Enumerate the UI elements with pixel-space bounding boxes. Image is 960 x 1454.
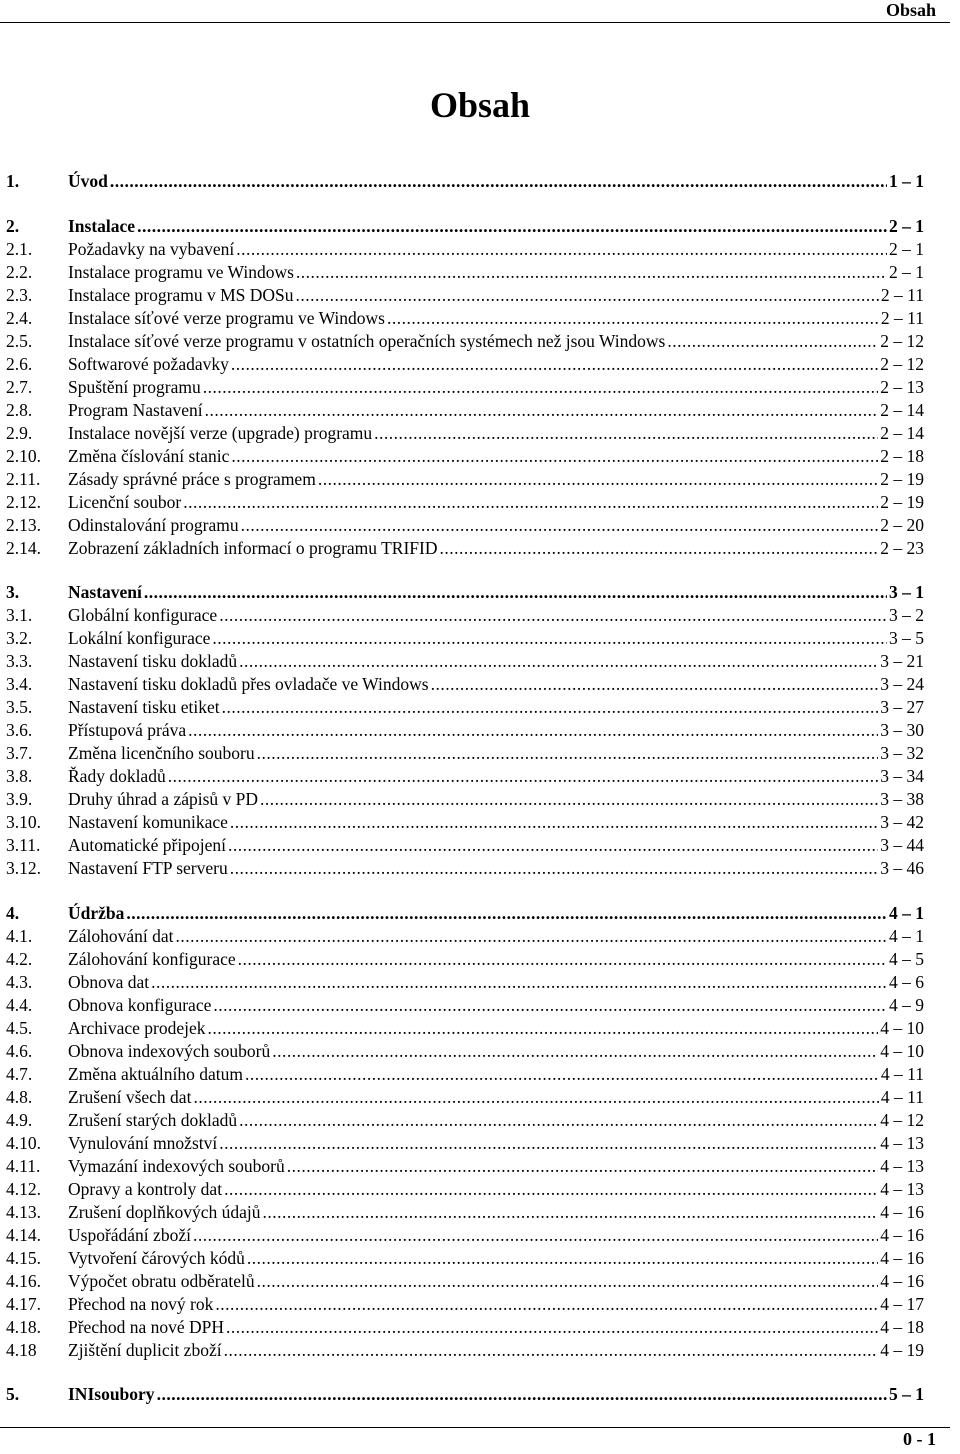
page-title: Obsah [429,85,531,125]
toc-entry-page: 4 – 13 [880,1132,924,1153]
toc-dot-leader [193,1224,878,1247]
toc-entry-number: 4.10. [6,1132,41,1153]
toc-entry-title: Odinstalování programu [68,514,239,535]
toc-dot-leader [193,1086,878,1109]
toc-entry-number: 2.4. [6,307,33,328]
toc-entry-page: 4 – 1 [889,925,924,946]
toc-entry-page: 3 – 24 [880,674,924,694]
toc-entry-row[interactable] [6,491,924,514]
toc-entry-number: 4.12. [6,1178,41,1199]
toc-dot-leader [272,1040,878,1063]
toc-entry-title: Instalace [68,215,136,236]
toc-entry-title: Nastavení tisku dokladů přes ovladače ve Windows [68,674,429,694]
toc-dot-leader [144,581,887,604]
toc-entry-row[interactable] [6,1063,924,1086]
toc-dot-leader [126,902,887,925]
toc-entry-title: Zrušení všech dat [68,1086,192,1107]
toc-entry-page: 4 – 13 [880,1178,924,1199]
toc-entry-page: 4 – 16 [880,1270,924,1291]
toc-dot-leader [239,1109,878,1132]
toc-entry-row[interactable] [6,1316,924,1339]
toc-entry-title: Řady dokladů [68,766,166,786]
toc-dot-leader [137,215,887,238]
toc-dot-leader [188,719,878,742]
toc-entry-title: Přechod na nový rok [68,1293,214,1314]
toc-entry-number: 2.1. [6,238,33,259]
toc-entry-title: Spuštění programu [68,376,201,397]
toc-chapter-row[interactable] [6,215,924,238]
toc-entry-page: 3 – 27 [880,697,924,717]
toc-entry-number: 4.8. [6,1086,33,1107]
toc-section [6,902,924,1362]
toc-entry-page: 4 – 6 [889,971,924,992]
toc-section [6,215,924,560]
toc-dot-leader [667,330,878,353]
toc-dot-leader [257,1270,879,1293]
toc-entry-row[interactable] [6,1224,924,1247]
toc-entry-title: Nastavení tisku dokladů [68,651,238,671]
toc-entry-number: 3.3. [6,651,33,671]
toc-entry-row[interactable] [6,719,924,742]
toc-entry-title: Lokální konfigurace [68,628,211,648]
toc-entry-number: 4.6. [6,1040,33,1061]
toc-entry-number: 4.5. [6,1017,33,1038]
toc-entry-title: Licenční soubor [68,491,182,512]
toc-entry-page: 2 – 11 [880,307,924,328]
toc-entry-row[interactable] [6,376,924,399]
toc-entry-title: INIsoubory [68,1384,155,1404]
toc-entry-number: 4.9. [6,1109,33,1130]
toc-entry-number: 2.5. [6,330,33,351]
toc-dot-leader [208,1017,879,1040]
toc-entry-title: Instalace síťové verze programu ve Windows [68,307,385,328]
toc-entry-page: 2 – 23 [880,537,924,558]
toc-entry-row[interactable] [6,925,924,948]
toc-entry-title: Druhy úhrad a zápisů v PD [68,789,259,809]
toc-entry-row[interactable] [6,650,924,673]
toc-dot-leader [245,1063,879,1086]
toc-entry-number: 1. [6,171,20,191]
toc-entry-number: 2.13. [6,514,41,535]
toc-entry-title: Nastavení tisku etiket [68,697,220,717]
toc-entry-row[interactable] [6,1040,924,1063]
toc-dot-leader [110,170,887,193]
toc-dot-leader [318,468,878,491]
toc-dot-leader [260,788,878,811]
toc-entry-page: 4 – 11 [880,1086,924,1107]
toc-dot-leader [241,514,879,537]
toc-entry-title: Zálohování konfigurace [68,948,236,969]
toc-dot-leader [231,353,878,376]
toc-entry-number: 3.6. [6,720,33,740]
toc-entry-number: 2.9. [6,422,33,443]
toc-entry-row[interactable] [6,994,924,1017]
toc-dot-leader [219,1132,878,1155]
toc-entry-page: 4 – 10 [880,1040,924,1061]
toc-entry-page: 4 – 1 [889,902,924,923]
toc-entry-page: 3 – 42 [880,812,924,832]
toc-entry-number: 4.13. [6,1201,41,1222]
toc-entry-number: 4.14. [6,1224,41,1245]
toc-entry-page: 3 – 30 [880,720,924,740]
toc-entry-row[interactable] [6,468,924,491]
toc-entry-title: Obnova konfigurace [68,994,212,1015]
toc-dot-leader [219,604,887,627]
toc-entry-title: Zásady správné práce s programem [68,468,316,489]
toc-entry-page: 3 – 32 [880,743,924,763]
toc-entry-page: 3 – 5 [889,628,924,648]
toc-dot-leader [431,673,879,696]
toc-entry-row[interactable] [6,1270,924,1293]
header-title: Obsah [885,0,936,20]
toc-entry-page: 4 – 16 [880,1201,924,1222]
toc-entry-number: 4.3. [6,971,33,992]
toc-dot-leader [247,1247,878,1270]
toc-entry-title: Vytvoření čárových kódů [68,1247,245,1268]
toc-entry-title: Softwarové požadavky [68,353,229,374]
toc-entry-page: 3 – 1 [889,582,924,602]
toc-dot-leader [183,491,878,514]
toc-entry-row[interactable] [6,422,924,445]
toc-entry-row[interactable] [6,514,924,537]
toc-entry-number: 3.9. [6,789,33,809]
toc-entry-row[interactable] [6,261,924,284]
toc-entry-number: 2.6. [6,353,33,374]
toc-entry-page: 4 – 9 [889,994,924,1015]
toc-entry-page: 4 – 17 [880,1293,924,1314]
toc-section [6,170,924,193]
toc-entry-page: 2 – 1 [889,215,924,236]
toc-entry-page: 4 – 16 [880,1224,924,1245]
toc-entry-title: Vymazání indexových souborů [68,1155,285,1176]
toc-dot-leader [262,1201,878,1224]
toc-dot-leader [213,994,887,1017]
toc-entry-row[interactable] [6,399,924,422]
toc-entry-title: Přechod na nové DPH [68,1316,225,1337]
toc-entry-row[interactable] [6,604,924,627]
toc-dot-leader [230,857,879,880]
toc-dot-leader [212,627,887,650]
toc-entry-page: 4 – 19 [880,1339,924,1360]
toc-entry-page: 3 – 34 [880,766,924,786]
toc-entry-row[interactable] [6,788,924,811]
toc-entry-page: 4 – 16 [880,1247,924,1268]
toc-entry-row[interactable] [6,857,924,880]
toc-entry-number: 2.2. [6,261,33,282]
toc-entry-title: Vynulování množství [68,1132,218,1153]
toc-entry-title: Uspořádání zboží [68,1224,191,1245]
toc-entry-number: 2.14. [6,537,41,558]
toc-entry-number: 2. [6,215,20,236]
toc-entry-title: Nastavení [68,582,142,602]
toc-entry-number: 4.7. [6,1063,33,1084]
toc-entry-title: Zobrazení základních informací o programu TRIFID [68,537,438,558]
toc-dot-leader [151,971,887,994]
toc-entry-number: 2.3. [6,284,33,305]
toc-entry-title: Přístupová práva [68,720,187,740]
toc-entry-page: 4 – 18 [880,1316,924,1337]
toc-entry-row[interactable] [6,673,924,696]
toc-entry-number: 4.15. [6,1247,41,1268]
toc-entry-number: 2.11. [6,468,41,489]
toc-entry-number: 2.12. [6,491,41,512]
toc-entry-number: 3.11. [6,835,41,855]
footer-page-number: 0 - 1 [903,1429,936,1449]
toc-entry-number: 4.11. [6,1155,41,1176]
toc-entry-title: Nastavení FTP serveru [68,858,228,878]
toc-entry-title: Zrušení doplňkových údajů [68,1201,261,1222]
toc-dot-leader [205,399,879,422]
toc-dot-leader [226,1316,878,1339]
toc-entry-number: 3.1. [6,605,33,625]
toc-entry-row[interactable] [6,1247,924,1270]
toc-entry-title: Instalace novější verze (upgrade) programu [68,422,373,443]
toc-entry-title: Výpočet obratu odběratelů [68,1270,255,1291]
toc-entry-row[interactable] [6,330,924,353]
toc-entry-number: 3.10. [6,812,41,832]
toc-entry-page: 1 – 1 [889,171,924,191]
toc-entry-number: 4.1. [6,925,33,946]
toc-entry-title: Archivace prodejek [68,1017,206,1038]
toc-entry-title: Program Nastavení [68,399,203,420]
toc-entry-title: Požadavky na vybavení [68,238,235,259]
toc-entry-page: 4 – 13 [880,1155,924,1176]
toc-entry-row[interactable] [6,765,924,788]
toc-dot-leader [296,261,887,284]
toc-entry-row[interactable] [6,811,924,834]
toc-entry-title: Obnova indexových souborů [68,1040,271,1061]
toc-entry-number: 4.16. [6,1270,41,1291]
toc-entry-number: 3.7. [6,743,33,763]
toc-entry-row[interactable] [6,537,924,560]
toc-entry-title: Změna aktuálního datum [68,1063,243,1084]
toc-entry-page: 2 – 14 [880,399,924,420]
toc-entry-row[interactable] [6,627,924,650]
toc-entry-page: 2 – 18 [880,445,924,466]
toc-dot-leader [168,765,879,788]
toc-entry-row[interactable] [6,1178,924,1201]
toc-entry-page: 2 – 19 [880,468,924,489]
toc-dot-leader [157,1383,887,1406]
toc-entry-number: 2.7. [6,376,33,397]
toc-entry-number: 3. [6,582,20,602]
toc-entry-row[interactable] [6,353,924,376]
toc-entry-page: 2 – 12 [880,330,924,351]
toc-entry-title: Údržba [68,902,125,923]
toc-entry-row[interactable] [6,1109,924,1132]
toc-entry-title: Globální konfigurace [68,605,218,625]
toc-entry-row[interactable] [6,971,924,994]
page-footer [0,1427,950,1450]
toc-entry-number: 4.4. [6,994,33,1015]
toc-entry-number: 2.8. [6,399,33,420]
toc-entry-row[interactable] [6,307,924,330]
toc-entry-title: Automatické připojení [68,835,226,855]
toc-chapter-row[interactable] [6,581,924,604]
toc-entry-page: 4 – 11 [880,1063,924,1084]
page-header [0,0,950,23]
toc-entry-number: 4.2. [6,948,33,969]
toc-dot-leader [222,696,879,719]
toc-entry-row[interactable] [6,1339,924,1362]
table-of-contents [6,170,924,1428]
toc-entry-row[interactable] [6,696,924,719]
toc-entry-number: 3.5. [6,697,33,717]
toc-dot-leader [439,537,878,560]
toc-entry-title: Obnova dat [68,971,150,992]
toc-entry-number: 4.18. [6,1316,41,1337]
toc-dot-leader [230,811,878,834]
toc-chapter-row[interactable] [6,170,924,193]
toc-dot-leader [239,650,878,673]
toc-entry-page: 2 – 1 [889,261,924,282]
toc-entry-number: 4.17. [6,1293,41,1314]
toc-section [6,581,924,880]
toc-dot-leader [224,1339,879,1362]
toc-dot-leader [224,1178,878,1201]
toc-dot-leader [296,284,879,307]
toc-entry-row[interactable] [6,1086,924,1109]
toc-entry-row[interactable] [6,834,924,857]
toc-entry-number: 2.10. [6,445,41,466]
toc-chapter-row[interactable] [6,1383,924,1406]
toc-dot-leader [231,445,878,468]
toc-entry-title: Instalace síťové verze programu v ostatních operačních systémech než jsou Windows [68,330,666,351]
toc-entry-row[interactable] [6,1293,924,1316]
toc-dot-leader [387,307,879,330]
toc-entry-title: Úvod [68,171,108,191]
toc-dot-leader [238,948,887,971]
toc-entry-title: Instalace programu v MS DOSu [68,284,294,305]
toc-entry-number: 3.12. [6,858,41,878]
toc-dot-leader [175,925,887,948]
toc-entry-row[interactable] [6,1132,924,1155]
toc-entry-number: 4.18 [6,1339,37,1360]
toc-entry-row[interactable] [6,238,924,261]
toc-entry-page: 2 – 19 [880,491,924,512]
toc-entry-number: 3.2. [6,628,33,648]
toc-section [6,1383,924,1406]
toc-entry-page: 3 – 2 [889,605,924,625]
toc-entry-page: 5 – 1 [889,1384,924,1404]
toc-dot-leader [236,238,887,261]
toc-entry-title: Změna číslování stanic [68,445,230,466]
toc-entry-title: Opravy a kontroly dat [68,1178,223,1199]
toc-entry-title: Instalace programu ve Windows [68,261,294,282]
toc-entry-page: 2 – 12 [880,353,924,374]
toc-entry-title: Zrušení starých dokladů [68,1109,238,1130]
toc-entry-row[interactable] [6,1201,924,1224]
toc-chapter-row[interactable] [6,902,924,925]
toc-entry-row[interactable] [6,742,924,765]
toc-entry-row[interactable] [6,284,924,307]
toc-entry-row[interactable] [6,1017,924,1040]
toc-entry-page: 2 – 20 [880,514,924,535]
toc-entry-page: 3 – 44 [880,835,924,855]
toc-entry-page: 4 – 5 [889,948,924,969]
toc-entry-number: 3.4. [6,674,33,694]
toc-dot-leader [203,376,879,399]
toc-entry-row[interactable] [6,1155,924,1178]
toc-dot-leader [228,834,878,857]
toc-entry-title: Nastavení komunikace [68,812,228,832]
toc-entry-page: 2 – 13 [880,376,924,397]
toc-entry-page: 4 – 12 [880,1109,924,1130]
toc-entry-row[interactable] [6,948,924,971]
toc-dot-leader [287,1155,878,1178]
toc-entry-page: 3 – 38 [880,789,924,809]
toc-entry-title: Změna licenčního souboru [68,743,255,763]
toc-entry-page: 2 – 11 [880,284,924,305]
toc-entry-page: 2 – 14 [880,422,924,443]
toc-dot-leader [257,742,879,765]
toc-entry-page: 4 – 10 [880,1017,924,1038]
toc-dot-leader [215,1293,878,1316]
toc-entry-number: 5. [6,1384,20,1404]
toc-entry-title: Zjištění duplicit zboží [68,1339,222,1360]
toc-entry-title: Zálohování dat [68,925,174,946]
toc-entry-number: 4. [6,902,20,923]
toc-entry-page: 3 – 46 [880,858,924,878]
toc-entry-page: 2 – 1 [889,238,924,259]
toc-dot-leader [374,422,878,445]
toc-entry-page: 3 – 21 [880,651,924,671]
toc-entry-row[interactable] [6,445,924,468]
toc-entry-number: 3.8. [6,766,33,786]
